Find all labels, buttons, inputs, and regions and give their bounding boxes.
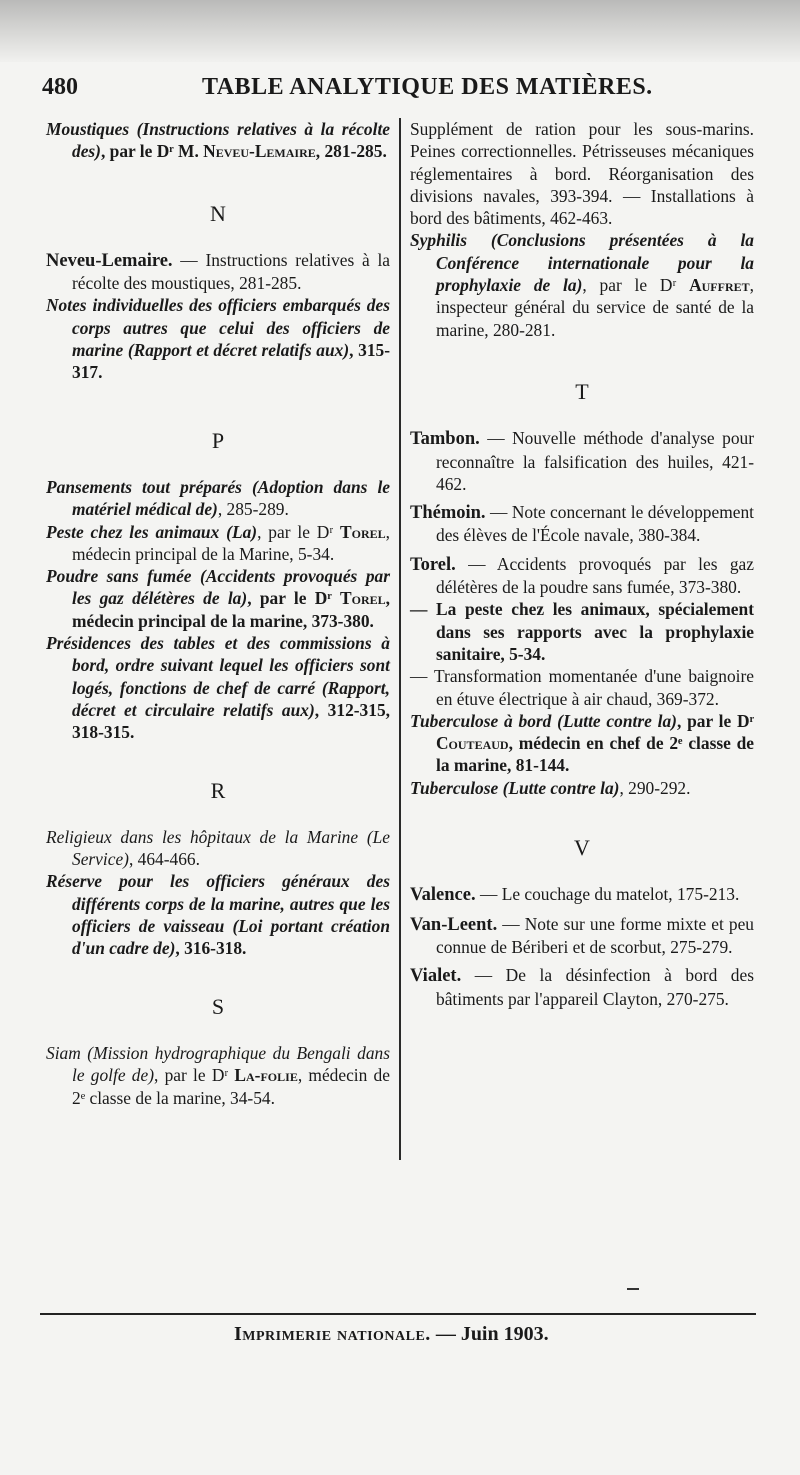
- page-header: [42, 74, 758, 104]
- entry-notes-individuelles: Notes individuelles des officiers embarqués des corps autres que celui des officiers de marine (Rapport et décret relatifs aux), 315-317.: [46, 295, 390, 383]
- section-letter-v: V: [574, 835, 590, 861]
- entry-reserve: Réserve pour les officiers généraux des différents corps de la marine, autres que les officiers de vaisseau (Loi portant création d'un cadre de), 316-318.: [46, 871, 390, 959]
- footer-dash: [627, 1288, 639, 1290]
- imprint-line: [234, 1323, 549, 1346]
- entry-peste: Peste chez les animaux (La), par le Dʳ Torel, médecin principal de la Marine, 5-34.: [46, 521, 390, 564]
- entry-tuberculose-bord: Tuberculose à bord (Lutte contre la), par le Dʳ Couteaud, médecin en chef de 2ᵉ classe de la marine, 81-144.: [410, 710, 754, 776]
- entry-religieux: Religieux dans les hôpitaux de la Marine (Le Service), 464-466.: [46, 826, 390, 870]
- section-letter-t: T: [575, 378, 589, 404]
- section-letter-p: P: [211, 427, 225, 453]
- scan-edge-shading: [0, 0, 800, 62]
- printer-name: Imprimerie nationale.: [234, 1323, 431, 1345]
- entry-tuberculose-lutte: Tuberculose (Lutte contre la), 290-292.: [410, 777, 691, 798]
- page-title: TABLE ANALYTIQUE DES MATIÈRES.: [202, 74, 653, 100]
- print-date: — Juin 1903.: [430, 1323, 549, 1345]
- right-column: [410, 118, 754, 1010]
- entry-moustiques: Moustiques (Instructions relatives à la récolte des), par le Dʳ M. Neveu-Lemaire, 281-285.: [46, 119, 390, 162]
- entry-siam: Siam (Mission hydrographique du Bengali dans le golfe de), par le Dʳ La-folie, médecin de 2ᵉ classe de la marine, 34-54.: [46, 1042, 390, 1108]
- entry-themoin: Thémoin. — Note concernant le développement des élèves de l'École navale, 380-384.: [410, 502, 754, 546]
- entry-torel: Torel. — Accidents provoqués par les gaz délétères de la poudre sans fumée, 373-380.: [410, 553, 754, 598]
- entry-torel-peste: — La peste chez les animaux, spécialement dans ses rapports avec la prophylaxie sanitaire, 5-34.: [410, 599, 754, 664]
- entry-syphilis: Syphilis (Conclusions présentées à la Conférence internationale pour la prophylaxie de la), par le Dʳ Auffret, inspecteur général du service de santé de la marine, 280-281.: [410, 230, 754, 340]
- entry-tambon: Tambon. — Nouvelle méthode d'analyse pour reconnaître la falsification des huiles, 421-462.: [410, 428, 754, 494]
- section-letter-n: N: [210, 200, 226, 226]
- left-column: [46, 118, 390, 1109]
- entry-valence: Valence. — Le couchage du matelot, 175-213.: [410, 884, 740, 906]
- entry-poudre: Poudre sans fumée (Accidents provoqués par les gaz délétères de la), par le Dʳ Torel, médecin principal de la marine, 373-380.: [46, 566, 391, 631]
- section-letter-s: S: [211, 993, 225, 1019]
- page-number: 480: [42, 74, 78, 100]
- entry-presidences: Présidences des tables et des commissions à bord, ordre suivant lequel les officiers sont logés, fonctions de chef de carré (Rapport, décret et circulaire relatifs aux), 312-315, 318-315.: [46, 633, 390, 743]
- entry-supplement: Supplément de ration pour les sous-marins. Peines correctionnelles. Pétrisseuses mécaniques réglementaires à bord. Réorganisation des divisions navales, 393-394. — Installations à bord des bâtiments, 462-463.: [410, 119, 754, 229]
- entry-pansements: Pansements tout préparés (Adoption dans le matériel médical de), 285-289.: [46, 476, 390, 520]
- entry-van-leent: Van-Leent. — Note sur une forme mixte et peu connue de Bériberi et de scorbut, 275-279.: [410, 913, 754, 957]
- entry-vialet: Vialet. — De la désinfection à bord des bâtiments par l'appareil Clayton, 270-275.: [410, 965, 754, 1009]
- column-divider: [399, 118, 401, 1160]
- entry-torel-baignoire: — Transformation momentanée d'une baignoire en étuve électrique à air chaud, 369-372.: [410, 666, 754, 709]
- section-letter-r: R: [210, 777, 226, 803]
- footer-rule: [40, 1313, 756, 1315]
- entry-neveu-lemaire: Neveu-Lemaire. — Instructions relatives à la récolte des moustiques, 281-285.: [46, 249, 390, 294]
